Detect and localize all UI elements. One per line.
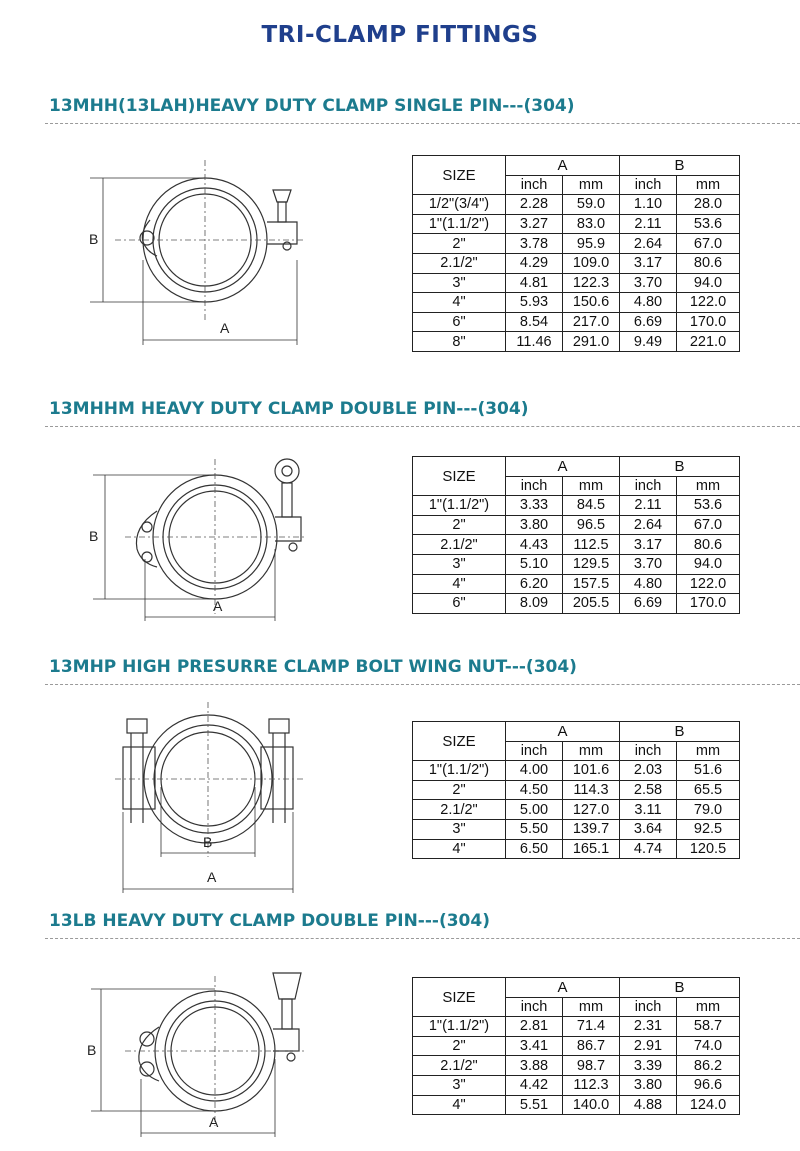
b-inch-cell: 2.58 [620,780,677,800]
table-row [413,1017,740,1037]
a-mm-cell: 71.4 [563,1017,620,1037]
b-mm-cell: 92.5 [677,819,740,839]
table-row [413,312,740,332]
table-row [413,293,740,313]
size-cell: 2.1/2" [413,800,506,820]
b-header: B [620,457,740,477]
unit-mm: mm [563,997,620,1017]
unit-inch: inch [506,476,563,496]
table-row [413,1095,740,1115]
size-cell: 4" [413,574,506,594]
b-header: B [620,978,740,998]
b-inch-cell: 2.64 [620,234,677,254]
unit-inch: inch [620,997,677,1017]
a-mm-cell: 83.0 [563,214,620,234]
b-mm-cell: 65.5 [677,780,740,800]
b-inch-cell: 4.74 [620,839,677,859]
a-mm-cell: 86.7 [563,1036,620,1056]
unit-inch: inch [506,997,563,1017]
size-cell: 2" [413,515,506,535]
b-inch-cell: 3.17 [620,535,677,555]
unit-inch: inch [620,476,677,496]
a-inch-cell: 4.50 [506,780,563,800]
table-row [413,214,740,234]
b-inch-cell: 2.11 [620,496,677,516]
b-mm-cell: 53.6 [677,496,740,516]
table-row [413,1036,740,1056]
b-mm-cell: 96.6 [677,1075,740,1095]
unit-mm: mm [677,175,740,195]
b-mm-cell: 80.6 [677,253,740,273]
spec-table [412,977,740,1115]
a-inch-cell: 5.93 [506,293,563,313]
a-inch-cell: 8.54 [506,312,563,332]
dimension-b-label: B [203,834,213,850]
spec-table [412,155,740,352]
table-row [413,496,740,516]
b-mm-cell: 221.0 [677,332,740,352]
a-inch-cell: 3.78 [506,234,563,254]
a-mm-cell: 114.3 [563,780,620,800]
a-inch-cell: 3.27 [506,214,563,234]
size-header: SIZE [413,457,506,496]
b-inch-cell: 2.91 [620,1036,677,1056]
unit-inch: inch [620,741,677,761]
dimension-a-label: A [213,598,223,614]
a-inch-cell: 2.28 [506,195,563,215]
a-mm-cell: 127.0 [563,800,620,820]
b-inch-cell: 2.11 [620,214,677,234]
b-mm-cell: 79.0 [677,800,740,820]
dimension-a-label: A [220,320,230,336]
table-row [413,761,740,781]
dimension-b-label: B [87,1042,97,1058]
a-inch-cell: 3.41 [506,1036,563,1056]
section-divider [45,426,800,427]
size-cell: 4" [413,839,506,859]
size-cell: 4" [413,293,506,313]
size-cell: 2.1/2" [413,253,506,273]
a-inch-cell: 5.00 [506,800,563,820]
a-mm-cell: 96.5 [563,515,620,535]
b-header: B [620,156,740,176]
size-cell: 2" [413,780,506,800]
b-inch-cell: 4.80 [620,574,677,594]
a-inch-cell: 8.09 [506,594,563,614]
unit-mm: mm [563,741,620,761]
unit-inch: inch [506,741,563,761]
a-mm-cell: 217.0 [563,312,620,332]
size-cell: 8" [413,332,506,352]
b-mm-cell: 74.0 [677,1036,740,1056]
a-mm-cell: 112.5 [563,535,620,555]
a-inch-cell: 5.50 [506,819,563,839]
a-inch-cell: 3.33 [506,496,563,516]
b-mm-cell: 122.0 [677,293,740,313]
a-inch-cell: 11.46 [506,332,563,352]
b-inch-cell: 3.11 [620,800,677,820]
table-row [413,253,740,273]
b-inch-cell: 1.10 [620,195,677,215]
size-cell: 2.1/2" [413,1056,506,1076]
table-row [413,1075,740,1095]
unit-inch: inch [620,175,677,195]
size-cell: 3" [413,819,506,839]
a-inch-cell: 4.42 [506,1075,563,1095]
table-row [413,515,740,535]
size-cell: 1"(1.1/2") [413,1017,506,1037]
size-cell: 2.1/2" [413,535,506,555]
section-title: 13MHH(13LAH)HEAVY DUTY CLAMP SINGLE PIN---(304) [49,96,575,116]
b-mm-cell: 94.0 [677,273,740,293]
a-inch-cell: 3.80 [506,515,563,535]
size-cell: 1"(1.1/2") [413,496,506,516]
b-inch-cell: 3.64 [620,819,677,839]
clamp-double-pin-diagram [75,439,315,639]
b-inch-cell: 3.17 [620,253,677,273]
b-mm-cell: 170.0 [677,312,740,332]
section-title: 13LB HEAVY DUTY CLAMP DOUBLE PIN---(304) [49,911,490,931]
unit-mm: mm [563,175,620,195]
b-mm-cell: 124.0 [677,1095,740,1115]
b-inch-cell: 3.39 [620,1056,677,1076]
b-inch-cell: 4.80 [620,293,677,313]
a-inch-cell: 5.51 [506,1095,563,1115]
table-row [413,1056,740,1076]
a-mm-cell: 291.0 [563,332,620,352]
a-mm-cell: 59.0 [563,195,620,215]
b-inch-cell: 6.69 [620,312,677,332]
clamp-bolt-wing-nut-diagram [75,697,315,897]
a-mm-cell: 129.5 [563,554,620,574]
a-inch-cell: 4.81 [506,273,563,293]
a-mm-cell: 109.0 [563,253,620,273]
dimension-b-label: B [89,528,99,544]
a-mm-cell: 84.5 [563,496,620,516]
a-inch-cell: 6.50 [506,839,563,859]
table-row [413,273,740,293]
table-row [413,195,740,215]
b-inch-cell: 6.69 [620,594,677,614]
a-inch-cell: 6.20 [506,574,563,594]
a-mm-cell: 157.5 [563,574,620,594]
size-cell: 1"(1.1/2") [413,761,506,781]
a-inch-cell: 5.10 [506,554,563,574]
section-title: 13MHHM HEAVY DUTY CLAMP DOUBLE PIN---(304) [49,399,529,419]
table-row [413,800,740,820]
a-inch-cell: 3.88 [506,1056,563,1076]
a-mm-cell: 95.9 [563,234,620,254]
a-inch-cell: 4.29 [506,253,563,273]
table-row [413,554,740,574]
b-mm-cell: 51.6 [677,761,740,781]
size-header: SIZE [413,156,506,195]
b-inch-cell: 3.70 [620,554,677,574]
a-mm-cell: 150.6 [563,293,620,313]
b-mm-cell: 67.0 [677,234,740,254]
clamp-13lb-diagram [75,951,315,1151]
section-title: 13MHP HIGH PRESURRE CLAMP BOLT WING NUT---(304) [49,657,577,677]
a-mm-cell: 98.7 [563,1056,620,1076]
a-header: A [506,156,620,176]
table-row [413,780,740,800]
page-title: TRI-CLAMP FITTINGS [261,22,539,48]
b-mm-cell: 122.0 [677,574,740,594]
dimension-a-label: A [207,869,217,885]
b-mm-cell: 80.6 [677,535,740,555]
table-row [413,594,740,614]
size-cell: 6" [413,312,506,332]
a-inch-cell: 4.00 [506,761,563,781]
size-cell: 1"(1.1/2") [413,214,506,234]
section-divider [45,123,800,124]
a-mm-cell: 122.3 [563,273,620,293]
a-mm-cell: 205.5 [563,594,620,614]
dimension-a-label: A [209,1114,219,1130]
b-mm-cell: 53.6 [677,214,740,234]
a-inch-cell: 2.81 [506,1017,563,1037]
unit-mm: mm [677,997,740,1017]
b-header: B [620,722,740,742]
dimension-b-label: B [89,231,99,247]
section-divider [45,684,800,685]
size-cell: 3" [413,1075,506,1095]
size-cell: 6" [413,594,506,614]
a-inch-cell: 4.43 [506,535,563,555]
unit-inch: inch [506,175,563,195]
spec-table [412,721,740,859]
table-row [413,535,740,555]
a-header: A [506,978,620,998]
spec-table [412,456,740,614]
a-mm-cell: 139.7 [563,819,620,839]
b-inch-cell: 9.49 [620,332,677,352]
b-mm-cell: 120.5 [677,839,740,859]
section-divider [45,938,800,939]
b-mm-cell: 28.0 [677,195,740,215]
a-header: A [506,457,620,477]
unit-mm: mm [677,741,740,761]
size-cell: 2" [413,234,506,254]
b-mm-cell: 86.2 [677,1056,740,1076]
b-mm-cell: 58.7 [677,1017,740,1037]
table-row [413,234,740,254]
size-cell: 3" [413,273,506,293]
unit-mm: mm [677,476,740,496]
a-mm-cell: 140.0 [563,1095,620,1115]
b-inch-cell: 3.80 [620,1075,677,1095]
table-row [413,839,740,859]
a-mm-cell: 165.1 [563,839,620,859]
table-row [413,819,740,839]
a-mm-cell: 101.6 [563,761,620,781]
a-mm-cell: 112.3 [563,1075,620,1095]
a-header: A [506,722,620,742]
b-inch-cell: 2.31 [620,1017,677,1037]
size-cell: 3" [413,554,506,574]
table-row [413,332,740,352]
b-inch-cell: 4.88 [620,1095,677,1115]
table-row [413,574,740,594]
clamp-single-pin-diagram [75,160,315,360]
b-mm-cell: 67.0 [677,515,740,535]
b-inch-cell: 3.70 [620,273,677,293]
b-inch-cell: 2.64 [620,515,677,535]
size-cell: 1/2"(3/4") [413,195,506,215]
size-header: SIZE [413,722,506,761]
b-mm-cell: 170.0 [677,594,740,614]
b-mm-cell: 94.0 [677,554,740,574]
size-header: SIZE [413,978,506,1017]
unit-mm: mm [563,476,620,496]
size-cell: 4" [413,1095,506,1115]
b-inch-cell: 2.03 [620,761,677,781]
size-cell: 2" [413,1036,506,1056]
